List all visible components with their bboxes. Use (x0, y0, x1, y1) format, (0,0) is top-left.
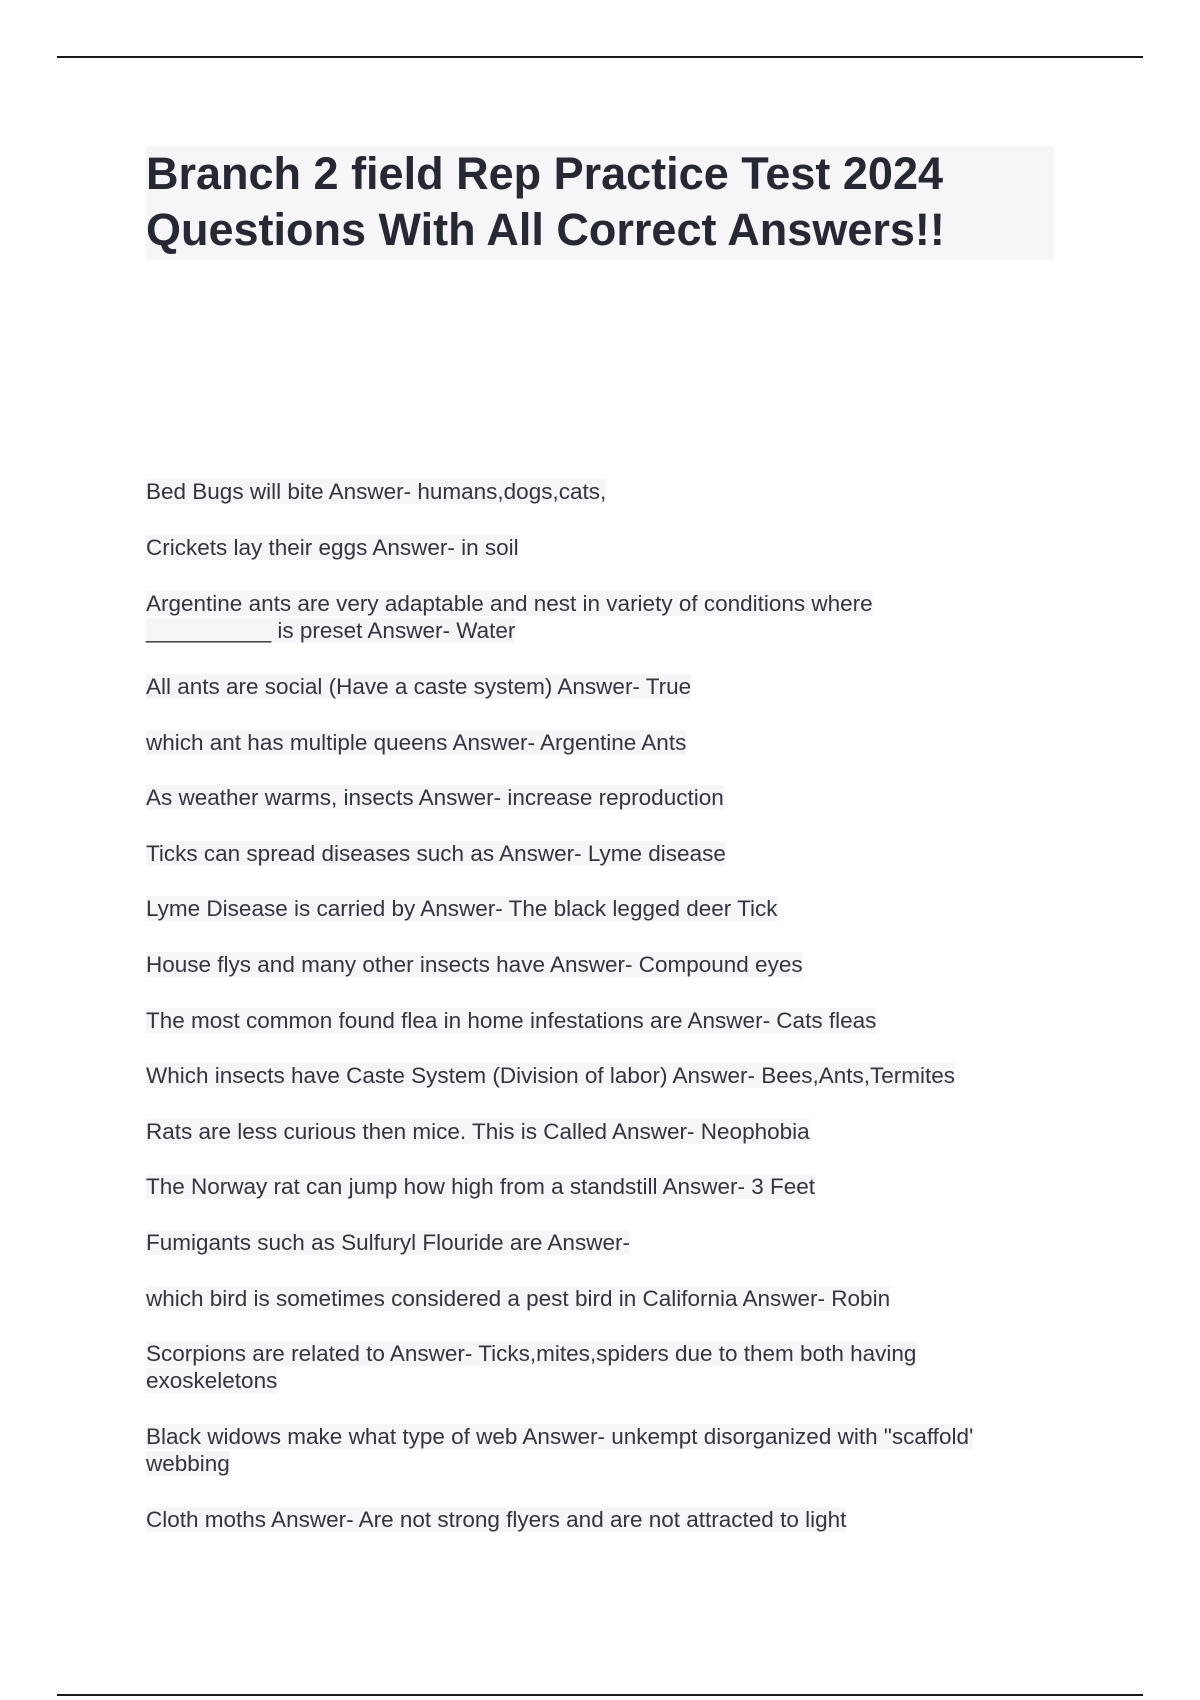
bottom-rule (57, 1694, 1143, 1696)
qa-item: All ants are social (Have a caste system) Answer- True (146, 674, 692, 699)
qa-item: As weather warms, insects Answer- increase reproduction (146, 785, 724, 810)
qa-item: which ant has multiple queens Answer- Argentine Ants (146, 730, 687, 755)
qa-item: The most common found flea in home infestations are Answer- Cats fleas (146, 1008, 877, 1033)
top-rule (57, 56, 1143, 58)
qa-item: Crickets lay their eggs Answer- in soil (146, 535, 519, 560)
qa-list (146, 478, 1066, 1533)
qa-item: Which insects have Caste System (Division of labor) Answer- Bees,Ants,Termites (146, 1063, 956, 1088)
qa-item: which bird is sometimes considered a pest bird in California Answer- Robin (146, 1286, 891, 1311)
qa-item: Black widows make what type of web Answer- unkempt disorganized with "scaffold' webbing (146, 1424, 974, 1476)
qa-item: Bed Bugs will bite Answer- humans,dogs,cats, (146, 479, 607, 504)
qa-item: Rats are less curious then mice. This is Called Answer- Neophobia (146, 1119, 810, 1144)
qa-item: Lyme Disease is carried by Answer- The black legged deer Tick (146, 896, 778, 921)
qa-item: Scorpions are related to Answer- Ticks,mites,spiders due to them both having exoskeletons (146, 1341, 917, 1393)
title-line-2: Questions With All Correct Answers!! (146, 204, 945, 255)
qa-item: The Norway rat can jump how high from a standstill Answer- 3 Feet (146, 1174, 816, 1199)
qa-item: Argentine ants are very adaptable and nest in variety of conditions where __________ is preset Answer- Water (146, 591, 873, 643)
document-title (146, 146, 1054, 260)
qa-item: Cloth moths Answer- Are not strong flyers and are not attracted to light (146, 1507, 847, 1532)
document-title-block (146, 146, 1054, 260)
title-line-1: Branch 2 field Rep Practice Test 2024 (146, 148, 944, 199)
qa-item: Ticks can spread diseases such as Answer- Lyme disease (146, 841, 726, 866)
qa-item: Fumigants such as Sulfuryl Flouride are Answer- (146, 1230, 630, 1255)
qa-item: House flys and many other insects have Answer- Compound eyes (146, 952, 803, 977)
